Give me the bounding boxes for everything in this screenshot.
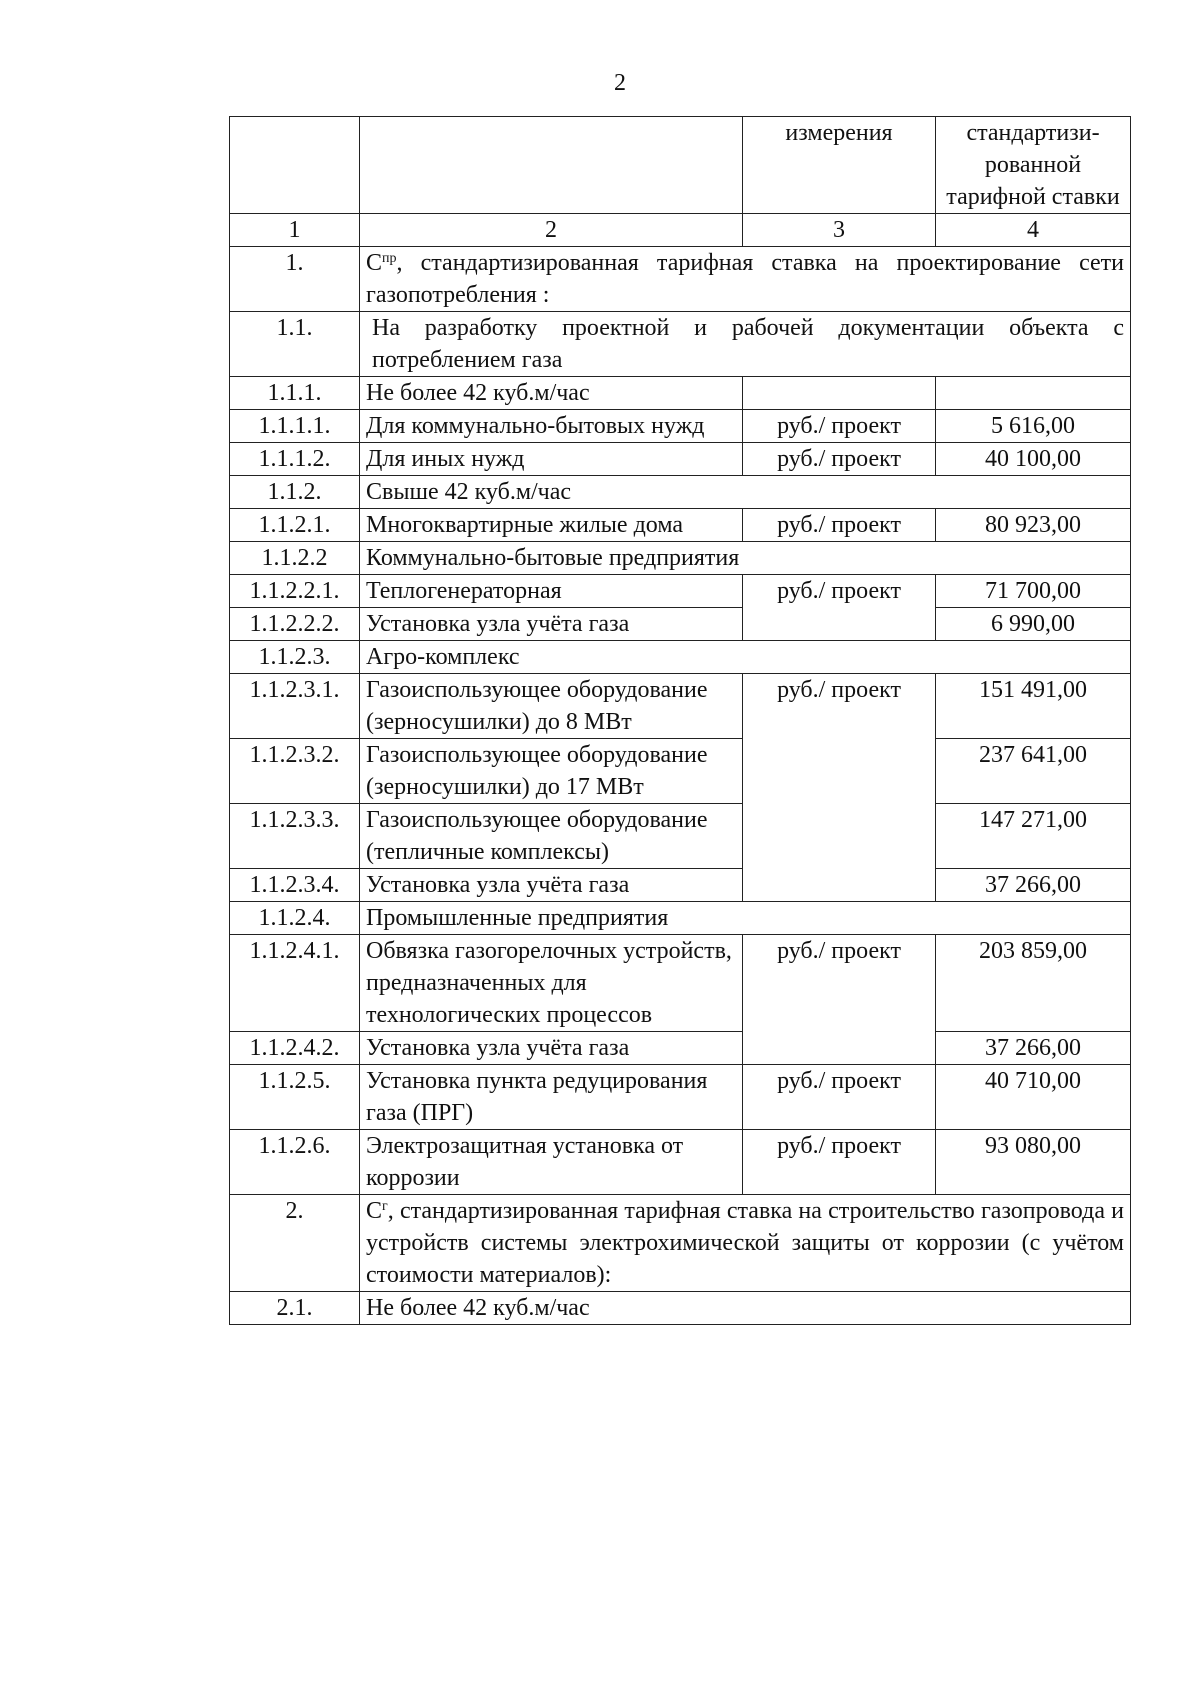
row-unit — [743, 377, 936, 410]
row-description: Электрозащитная установка от коррозии — [360, 1130, 743, 1195]
row-value: 37 266,00 — [936, 1032, 1131, 1065]
table-row — [230, 608, 1131, 641]
row-description: Газоиспользующее оборудование (зерносушилки) до 8 МВт — [360, 674, 743, 739]
row-description — [360, 1195, 1131, 1292]
row-number: 1.1. — [230, 312, 360, 377]
row-unit: руб./ проект — [743, 509, 936, 542]
table-row — [230, 410, 1131, 443]
row-number: 1.1.2.3.2. — [230, 739, 360, 804]
row-number: 1.1.2.3.4. — [230, 869, 360, 902]
row-description: Для коммунально-бытовых нужд — [360, 410, 743, 443]
table-row — [230, 739, 1131, 804]
header-cell-rate: стандартизи-рованной тарифной ставки — [936, 117, 1131, 214]
table-row — [230, 377, 1131, 410]
column-number: 2 — [360, 214, 743, 247]
row-number: 1.1.1.2. — [230, 443, 360, 476]
row-number: 1.1.2.2.1. — [230, 575, 360, 608]
row-value: 80 923,00 — [936, 509, 1131, 542]
row-value: 5 616,00 — [936, 410, 1131, 443]
row-value: 6 990,00 — [936, 608, 1131, 641]
table-row — [230, 1130, 1131, 1195]
row-description: На разработку проектной и рабочей документации объекта с потреблением газа — [360, 312, 1131, 377]
row-description: Газоиспользующее оборудование (зерносушилки) до 17 МВт — [360, 739, 743, 804]
row-description: Установка узла учёта газа — [360, 1032, 743, 1065]
row-value: 151 491,00 — [936, 674, 1131, 739]
table-row — [230, 542, 1131, 575]
row-value: 71 700,00 — [936, 575, 1131, 608]
row-number: 1.1.2.5. — [230, 1065, 360, 1130]
table-row — [230, 509, 1131, 542]
table-row — [230, 902, 1131, 935]
row-description: Теплогенераторная — [360, 575, 743, 608]
row-number: 1.1.2.1. — [230, 509, 360, 542]
row-unit: руб./ проект — [743, 1130, 936, 1195]
row-description: Свыше 42 куб.м/час — [360, 476, 1131, 509]
table-row — [230, 312, 1131, 377]
row-number: 1.1.1. — [230, 377, 360, 410]
row-description: Многоквартирные жилые дома — [360, 509, 743, 542]
tariff-table — [229, 116, 1131, 1325]
row-number: 1.1.2.3. — [230, 641, 360, 674]
column-number: 1 — [230, 214, 360, 247]
row-text: , стандартизированная тарифная ставка на строительство газопровода и устройств системы электрохимической защиты от коррозии (с учётом стоимости материалов): — [366, 1198, 1124, 1288]
table-row — [230, 935, 1131, 1032]
table-row — [230, 1065, 1131, 1130]
column-number: 4 — [936, 214, 1131, 247]
table-row — [230, 804, 1131, 869]
row-value — [936, 377, 1131, 410]
header-cell-1 — [230, 117, 360, 214]
row-description: Для иных нужд — [360, 443, 743, 476]
row-description: Коммунально-бытовые предприятия — [360, 542, 1131, 575]
row-number: 1. — [230, 247, 360, 312]
rate-superscript: г — [382, 1199, 388, 1214]
row-description: Установка узла учёта газа — [360, 869, 743, 902]
row-number: 1.1.2.2.2. — [230, 608, 360, 641]
table-row — [230, 443, 1131, 476]
table-row — [230, 247, 1131, 312]
table-row — [230, 869, 1131, 902]
row-unit: руб./ проект — [743, 935, 936, 1065]
column-number-row — [230, 214, 1131, 247]
header-cell-2 — [360, 117, 743, 214]
row-text: , стандартизированная тарифная ставка на проектирование сети газопотребления : — [366, 250, 1124, 308]
table-row — [230, 1292, 1131, 1325]
row-description: Не более 42 куб.м/час — [360, 1292, 1131, 1325]
row-number: 1.1.2.3.1. — [230, 674, 360, 739]
column-number: 3 — [743, 214, 936, 247]
row-number: 2.1. — [230, 1292, 360, 1325]
rate-symbol: С — [366, 1198, 383, 1224]
row-number: 1.1.2.4.1. — [230, 935, 360, 1032]
rate-superscript: пр — [382, 251, 397, 266]
row-description: Газоиспользующее оборудование (тепличные комплексы) — [360, 804, 743, 869]
table-row — [230, 575, 1131, 608]
row-description: Установка узла учёта газа — [360, 608, 743, 641]
row-description: Агро-комплекс — [360, 641, 1131, 674]
page-number: 2 — [614, 70, 626, 96]
table-row — [230, 1032, 1131, 1065]
row-description: Установка пункта редуцирования газа (ПРГ) — [360, 1065, 743, 1130]
header-cell-unit: измерения — [743, 117, 936, 214]
table-row — [230, 674, 1131, 739]
row-number: 1.1.2.6. — [230, 1130, 360, 1195]
row-value: 147 271,00 — [936, 804, 1131, 869]
row-description: Не более 42 куб.м/час — [360, 377, 743, 410]
row-value: 93 080,00 — [936, 1130, 1131, 1195]
table-header-row — [230, 117, 1131, 214]
row-unit: руб./ проект — [743, 410, 936, 443]
row-number: 1.1.2.2 — [230, 542, 360, 575]
row-number: 2. — [230, 1195, 360, 1292]
row-description — [360, 247, 1131, 312]
row-unit: руб./ проект — [743, 1065, 936, 1130]
table-row — [230, 476, 1131, 509]
table-row — [230, 1195, 1131, 1292]
table-row — [230, 641, 1131, 674]
row-number: 1.1.1.1. — [230, 410, 360, 443]
row-number: 1.1.2.3.3. — [230, 804, 360, 869]
row-description: Промышленные предприятия — [360, 902, 1131, 935]
rate-symbol: С — [366, 250, 383, 276]
row-value: 40 100,00 — [936, 443, 1131, 476]
row-unit: руб./ проект — [743, 443, 936, 476]
row-value: 40 710,00 — [936, 1065, 1131, 1130]
row-value: 237 641,00 — [936, 739, 1131, 804]
row-value: 37 266,00 — [936, 869, 1131, 902]
row-value: 203 859,00 — [936, 935, 1131, 1032]
row-unit: руб./ проект — [743, 674, 936, 902]
row-number: 1.1.2. — [230, 476, 360, 509]
row-description: Обвязка газогорелочных устройств, предназначенных для технологических процессов — [360, 935, 743, 1032]
row-number: 1.1.2.4. — [230, 902, 360, 935]
row-number: 1.1.2.4.2. — [230, 1032, 360, 1065]
row-unit: руб./ проект — [743, 575, 936, 641]
